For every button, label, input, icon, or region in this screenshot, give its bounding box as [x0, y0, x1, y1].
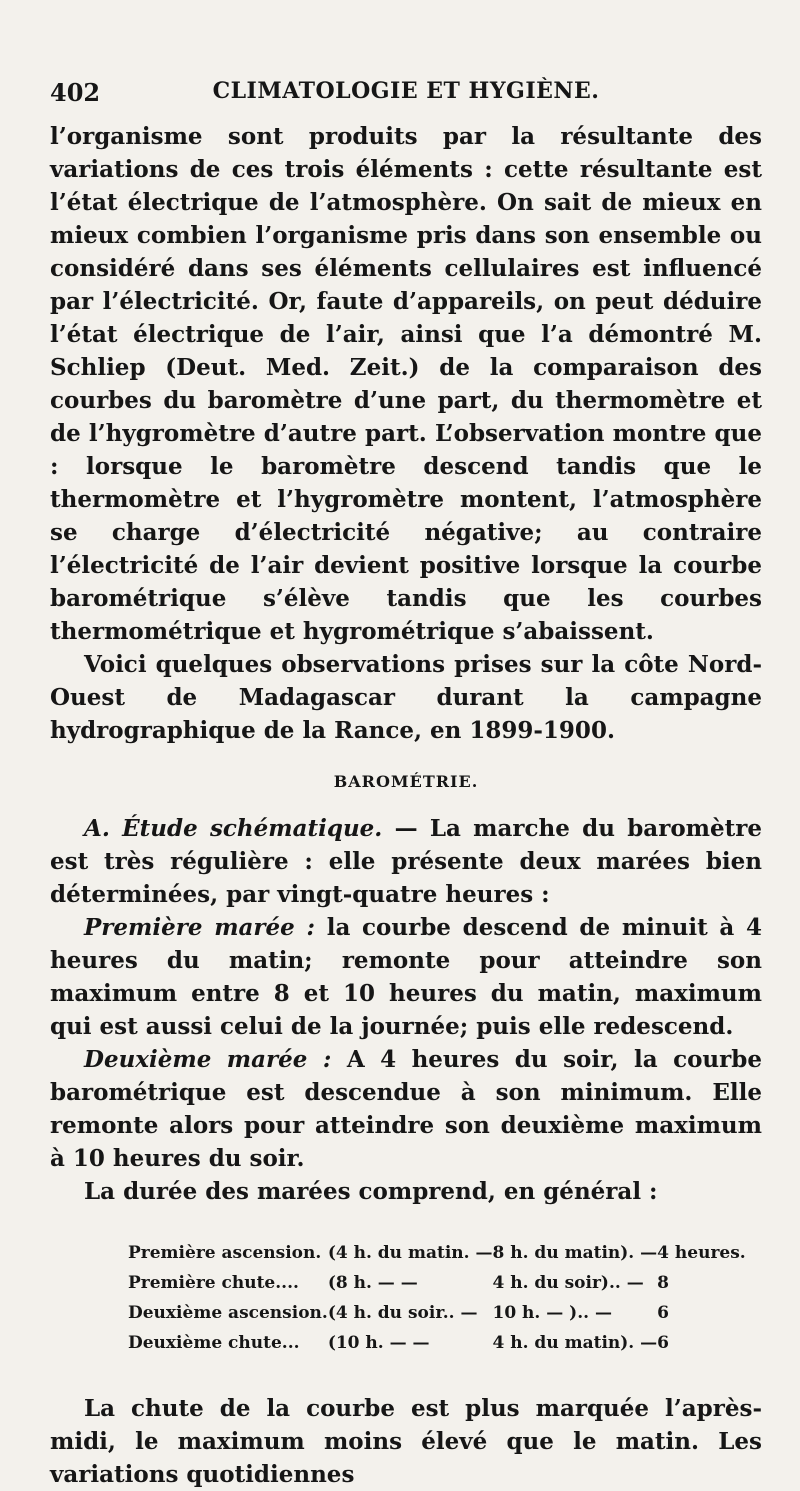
paragraph-text: la courbe descend de minuit à 4 heures du matin; remonte pour atteindre son maximum entre 8 et 10 heures du matin, maximum qui est aussi celui de la journée; puis elle redescend. — [50, 914, 763, 1040]
paragraph-lead: Première marée : — [84, 914, 316, 941]
paragraph-deuxieme-maree — [50, 1043, 762, 1175]
table-cell-label: Deuxième chute... — [128, 1333, 300, 1353]
page-header — [50, 78, 762, 112]
table-cell-from: (8 h. — — — [327, 1273, 418, 1293]
table-cell-to: 4 h. du matin). — — [492, 1333, 658, 1353]
paragraph-text: A 4 heures du soir, la courbe barométrique est descendue à son minimum. Elle remonte alors pour atteindre son deuxième maximum à 10 heures du soir. — [50, 1046, 762, 1172]
paragraph-chute: La chute de la courbe est plus marquée l’après-midi, le maximum moins élevé que le matin. Les variations quotidiennes — [50, 1395, 762, 1488]
paragraph-electricity: l’organisme sont produits par la résultante des variations de ces trois éléments : cette résultante est l’état électrique de l’atmosphère. On sait de mieux en mieux combien l’organisme pris dans son ensemble ou considéré dans ses éléments cellulaires est influencé par l’électricité. Or, faute d’appareils, on peut déduire l’état électrique de l’air, ainsi que l’a démontré M. Schliep (Deut. Med. Zeit.) de la comparaison des courbes du baromètre d’une part, du thermomètre et de l’hygromètre d’autre part. L’observation montre que : lorsque le baromètre descend tandis que le thermomètre et l’hygromètre montent, l’atmosphère se charge d’électricité négative; au contraire l’électricité de l’air devient positive lorsque la courbe barométrique s’élève tandis que les courbes thermométrique et hygrométrique s’abaissent. — [50, 123, 762, 645]
paragraph-etude — [50, 812, 762, 911]
page-body — [50, 120, 762, 1491]
paragraph-lead: Deuxième marée : — [84, 1046, 332, 1073]
paragraph-lead: A. Étude schématique. — [84, 815, 383, 842]
running-title: CLIMATOLOGIE ET HYGIÈNE. — [212, 78, 600, 104]
page-number: 402 — [50, 78, 101, 107]
table-cell-from: (10 h. — — — [327, 1333, 430, 1353]
table-cell-from: (4 h. du soir.. — — [327, 1303, 478, 1323]
paragraph-text: — La marche du baromètre est très régulière : elle présente deux marées bien déterminées, par vingt-quatre heures : — [50, 815, 762, 908]
table-cell-duration: 6 — [657, 1303, 669, 1323]
section-heading: BAROMÉTRIE. — [333, 772, 479, 791]
table-row — [128, 1298, 746, 1328]
table-row — [128, 1238, 746, 1268]
paragraph-duree: La durée des marées comprend, en général : — [84, 1178, 658, 1205]
table-cell-duration: 8 — [657, 1273, 669, 1293]
table-cell-to: 10 h. — ).. — — [492, 1303, 612, 1323]
table-row — [128, 1268, 746, 1298]
table-cell-to: 4 h. du soir).. — — [492, 1273, 644, 1293]
table-cell-to: 8 h. du matin). — — [492, 1243, 658, 1263]
table-cell-label: Première ascension. — [128, 1243, 322, 1263]
paragraph-observations: Voici quelques observations prises sur la côte Nord-Ouest de Madagascar durant la campagne hydrographique de la Rance, en 1899-1900. — [50, 651, 762, 744]
paragraph-premiere-maree — [50, 911, 762, 1043]
table-cell-label: Première chute.... — [128, 1273, 299, 1293]
tides-table — [128, 1238, 746, 1358]
table-cell-label: Deuxième ascension. — [128, 1303, 328, 1323]
table-cell-from: (4 h. du matin. — — [327, 1243, 493, 1263]
table-cell-duration: 4 heures. — [657, 1243, 746, 1263]
table-cell-duration: 6 — [657, 1333, 669, 1353]
table-row — [128, 1328, 746, 1358]
